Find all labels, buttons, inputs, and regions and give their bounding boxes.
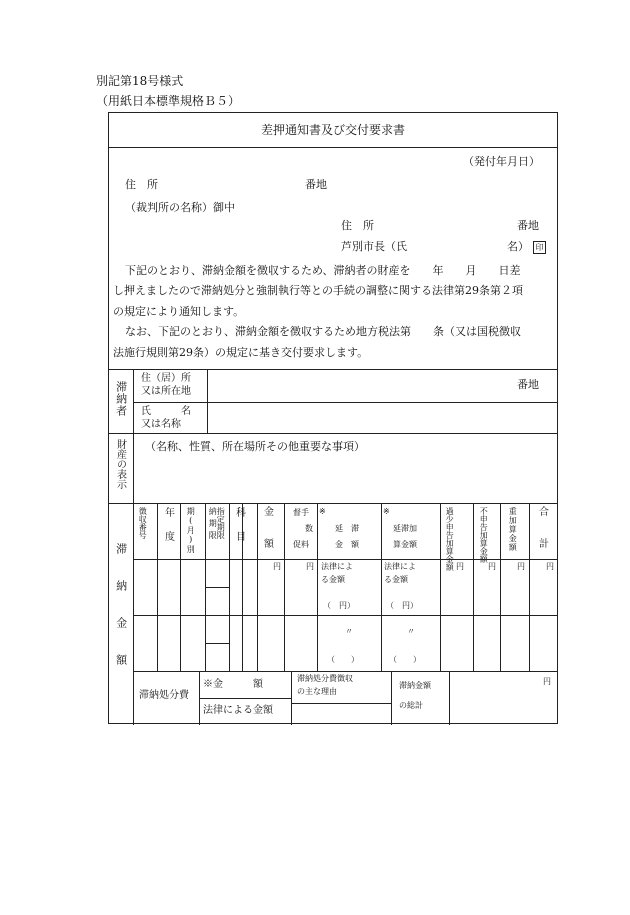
summary-yen: 円	[543, 677, 551, 686]
yen-dunning: 円	[306, 562, 314, 571]
total-label-1: 滞納金額	[399, 681, 431, 690]
amount-mark-label: ※金 額	[203, 679, 263, 690]
col-latepenalty-2: 算金額	[393, 540, 417, 549]
col-no-report: 不申告加算金額	[479, 507, 489, 563]
col-late-mark: ※	[319, 507, 326, 516]
yen-no-report: 円	[488, 562, 496, 571]
processing-fee-label: 滞納処分費	[139, 690, 189, 701]
col-dunning-1: 督手	[293, 508, 309, 517]
col-late-2: 金 額	[335, 540, 359, 549]
body-line-1: 下記のとおり、滞納金額を徴収するため、滞納者の財産を 年 月 日差	[125, 264, 521, 277]
col-item: 科目	[233, 507, 245, 555]
paper-size-note: （用紙日本標準規格Ｂ５）	[96, 94, 241, 108]
form-number: 別記第18号様式	[96, 74, 184, 88]
name-label-1: 氏 名	[141, 406, 191, 417]
col-amount-2: 額	[264, 539, 274, 550]
seal-mark: 印	[533, 241, 546, 254]
late-legal-1: 法律によ	[321, 562, 353, 571]
late-legal-2: る金額	[321, 575, 345, 584]
latepenalty-paren: （ ）	[389, 655, 421, 664]
address-label-2: 又は所在地	[141, 386, 191, 397]
recipient-address-label: 住 所	[125, 178, 158, 191]
col-heavy: 重加算金額	[508, 507, 518, 552]
delinquent-label: 滞納者	[114, 381, 128, 417]
sender-address-label: 住 所	[341, 219, 374, 232]
col-amount-1: 金	[264, 507, 274, 518]
latepenalty-legal-1: 法律によ	[384, 562, 416, 571]
address-label-1: 住（居）所	[141, 373, 191, 384]
property-label: 財産の表示	[114, 439, 126, 489]
col-under-report: 過少申告加算金額	[445, 507, 455, 571]
body-line-3: の規定により通知します。	[113, 305, 245, 318]
reason-label-1: 滞納処分費徴収	[297, 674, 353, 683]
form-title: 差押通知書及び交付要求書	[260, 123, 405, 137]
sender-address-suffix: 番地	[517, 219, 539, 232]
col-collection-no: 徴収番号	[138, 507, 148, 539]
yen-under-report: 円	[456, 562, 464, 571]
col-latepenalty-mark: ※	[383, 507, 390, 516]
latepenalty-legal-yen: （ 円）	[386, 601, 418, 610]
col-period: 期(月)別	[186, 507, 196, 554]
name-label-2: 又は名称	[141, 419, 181, 430]
amount-section-label: 滞納金額	[114, 543, 128, 691]
col-designated-deadline: 指定期限	[216, 507, 226, 539]
col-dunning-3: 促料	[293, 540, 309, 549]
body-line-2: し押えましたので滞納処分と強制執行等との手続の調整に関する法律第29条第２項	[113, 284, 523, 297]
property-description: （名称、性質、所在場所その他重要な事項）	[145, 440, 365, 453]
col-deadline: 納期限	[208, 507, 218, 543]
yen-total: 円	[546, 562, 554, 571]
recipient-address-suffix: 番地	[305, 178, 327, 191]
late-paren: （ ）	[327, 655, 359, 664]
latepenalty-legal-2: る金額	[384, 575, 408, 584]
col-dunning-2: 数	[305, 524, 313, 533]
delinquent-address-suffix: 番地	[517, 378, 539, 391]
yen-heavy: 円	[517, 562, 525, 571]
yen-amount: 円	[273, 562, 281, 571]
col-latepenalty-1: 延滞加	[393, 524, 417, 533]
total-label-2: の総計	[399, 701, 423, 710]
form-frame	[108, 112, 558, 724]
late-legal-yen: （ 円）	[323, 601, 355, 610]
mayor-name-suffix: 名）	[507, 240, 529, 253]
body-line-4: なお、下記のとおり、滞納金額を徴収するため地方税法第 条（又は国税徴収	[125, 325, 521, 338]
col-year: 年度	[162, 507, 174, 555]
body-line-5: 法施行規則第29条）の規定に基き交付要求します。	[113, 346, 369, 359]
col-late-1: 延 滞	[335, 524, 359, 533]
issue-date: （発付年月日）	[463, 155, 540, 168]
reason-label-2: の主な理由	[297, 687, 337, 696]
late-ditto: 〃	[345, 627, 353, 636]
mayor-label: 芦別市長（氏	[341, 240, 407, 253]
legal-amount-label: 法律による金額	[203, 705, 273, 716]
court-name: （裁判所の名称）御中	[125, 201, 235, 214]
latepenalty-ditto: 〃	[407, 627, 415, 636]
col-total-2: 計	[539, 539, 549, 550]
col-total-1: 合	[539, 507, 549, 518]
